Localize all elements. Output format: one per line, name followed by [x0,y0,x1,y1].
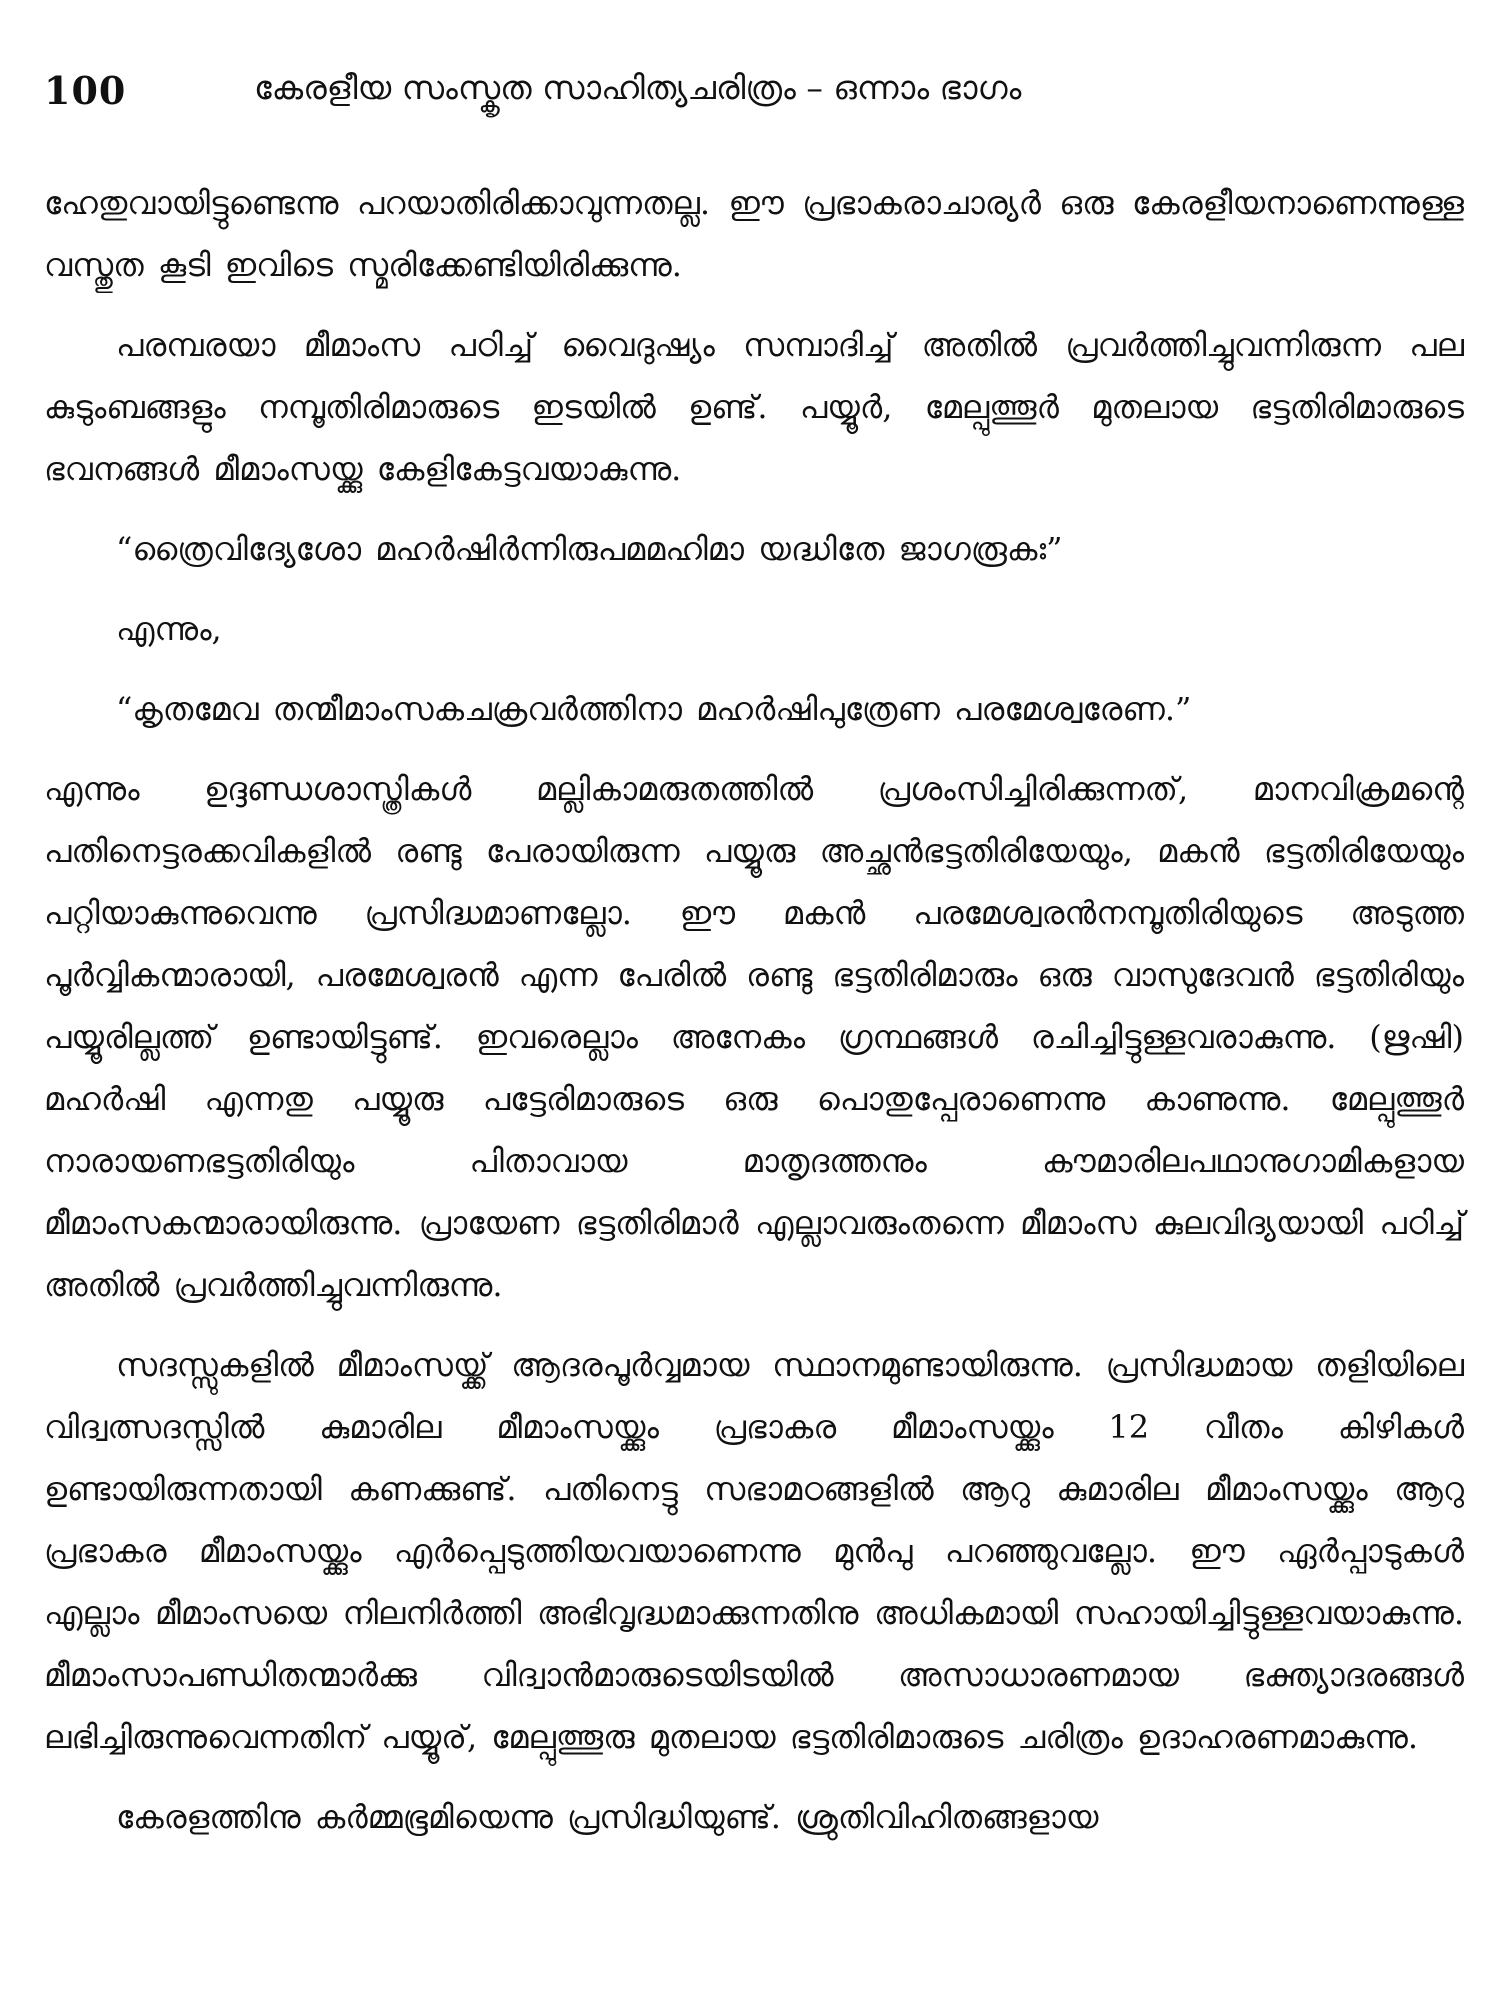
page-body [44,172,1464,1866]
page-header [44,64,1464,120]
book-page [44,0,1464,2000]
paragraph: എന്നും ഉദ്ദണ്ഡശാസ്ത്രികൾ മല്ലികാമരുതത്തിൽ പ്രശംസിച്ചിരിക്കുന്നത്, മാനവിക്രമന്റെ പതിനെട്ടരക്കവികളിൽ രണ്ടു പേരായിരുന്ന പയ്യൂരു അച്ഛൻഭട്ടതിരിയേയും, മകൻ ഭട്ടതിരിയേയും പറ്റിയാകുന്നുവെന്നു പ്രസിദ്ധമാണല്ലോ. ഈ മകൻ പരമേശ്വരൻനമ്പൂതിരിയുടെ അടുത്ത പൂർവ്വികന്മാരായി, പരമേശ്വരൻ എന്ന പേരിൽ രണ്ടു ഭട്ടതിരിമാരും ഒരു വാസുദേവൻ ഭട്ടതിരിയും പയ്യൂരില്ലത്ത് ഉണ്ടായിട്ടുണ്ട്. ഇവരെല്ലാം അനേകം ഗ്രന്ഥങ്ങൾ രചിച്ചിട്ടുള്ളവരാകുന്നു. (ഋഷി) മഹർഷി എന്നതു പയ്യൂരു പട്ടേരിമാരുടെ ഒരു പൊതുപ്പേരാണെന്നു കാണുന്നു. മേല്പുത്തൂർ നാരായണഭട്ടതിരിയും പിതാവായ മാതൃദത്തനും കൗമാരിലപഥാനുഗാമികളായ മീമാംസകന്മാരായിരുന്നു. പ്രായേണ ഭട്ടതിരിമാർ എല്ലാവരുംതന്നെ മീമാംസ കുലവിദ്യയായി പഠിച്ച് അതിൽ പ്രവർത്തിച്ചുവന്നിരുന്നു. [44,770,1464,1304]
paragraph: എന്നും, [116,610,222,648]
paragraph: പരമ്പരയാ മീമാംസ പഠിച്ച് വൈദുഷ്യം സമ്പാദിച്ച് അതിൽ പ്രവർത്തിച്ചുവന്നിരുന്ന പല കുടുംബങ്ങളും നമ്പൂതിരിമാരുടെ ഇടയിൽ ഉണ്ട്. പയ്യൂർ, മേല്പുത്തൂർ മുതലായ ഭട്ടതിരിമാരുടെ ഭവനങ്ങൾ മീമാംസയ്ക്കു കേളികേട്ടവയാകുന്നു. [44,326,1464,488]
quotation: “കൃതമേവ തന്മീമാംസകചക്രവർത്തിനാ മഹർഷിപുത്രേണ പരമേശ്വരേണ.” [116,690,1192,728]
running-title: കേരളീയ സംസ്കൃത സാഹിത്യചരിത്രം – ഒന്നാം ഭാഗം [254,68,1022,107]
paragraph-continuation: ഹേതുവായിട്ടുണ്ടെന്നു പറയാതിരിക്കാവുന്നതല്ല. ഈ പ്രഭാകരാചാര്യർ ഒരു കേരളീയനാണെന്നുള്ള വസ്തുത കൂടി ഇവിടെ സ്മരിക്കേണ്ടിയിരിക്കുന്നു. [44,184,1464,284]
paragraph: കേരളത്തിനു കർമ്മഭൂമിയെന്നു പ്രസിദ്ധിയുണ്ട്. ശ്രുതിവിഹിതങ്ങളായ [116,1798,1099,1836]
page-number: 100 [44,68,127,113]
quotation: “ത്രൈവിദ്യേശോ മഹർഷിർന്നിരുപമമഹിമാ യദ്ധിതേ ജാഗരൂകഃ” [116,530,1063,568]
paragraph: സദസ്സുകളിൽ മീമാംസയ്ക്ക് ആദരപൂർവ്വമായ സ്ഥാനമുണ്ടായിരുന്നു. പ്രസിദ്ധമായ തളിയിലെ വിദ്വത്സദസ്സിൽ കുമാരില മീമാംസയ്ക്കും പ്രഭാകര മീമാംസയ്ക്കും 12 വീതം കിഴികൾ ഉണ്ടായിരുന്നതായി കണക്കുണ്ട്. പതിനെട്ടു സഭാമഠങ്ങളിൽ ആറു കുമാരില മീമാംസയ്ക്കും ആറു പ്രഭാകര മീമാംസയ്ക്കും എർപ്പെടുത്തിയവയാണെന്നു മുൻപു പറഞ്ഞുവല്ലോ. ഈ ഏർപ്പാടുകൾ എല്ലാം മീമാംസയെ നിലനിർത്തി അഭിവൃദ്ധമാക്കുന്നതിനു അധികമായി സഹായിച്ചിട്ടുള്ളവയാകുന്നു. മീമാംസാപണ്ഡിതന്മാർക്കു വിദ്വാൻമാരുടെയിടയിൽ അസാധാരണമായ ഭക്ത്യാദരങ്ങൾ ലഭിച്ചിരുന്നുവെന്നതിന് പയ്യൂര്, മേല്പുത്തൂരു മുതലായ ഭട്ടതിരിമാരുടെ ചരിത്രം ഉദാഹരണമാകുന്നു. [44,1346,1464,1756]
